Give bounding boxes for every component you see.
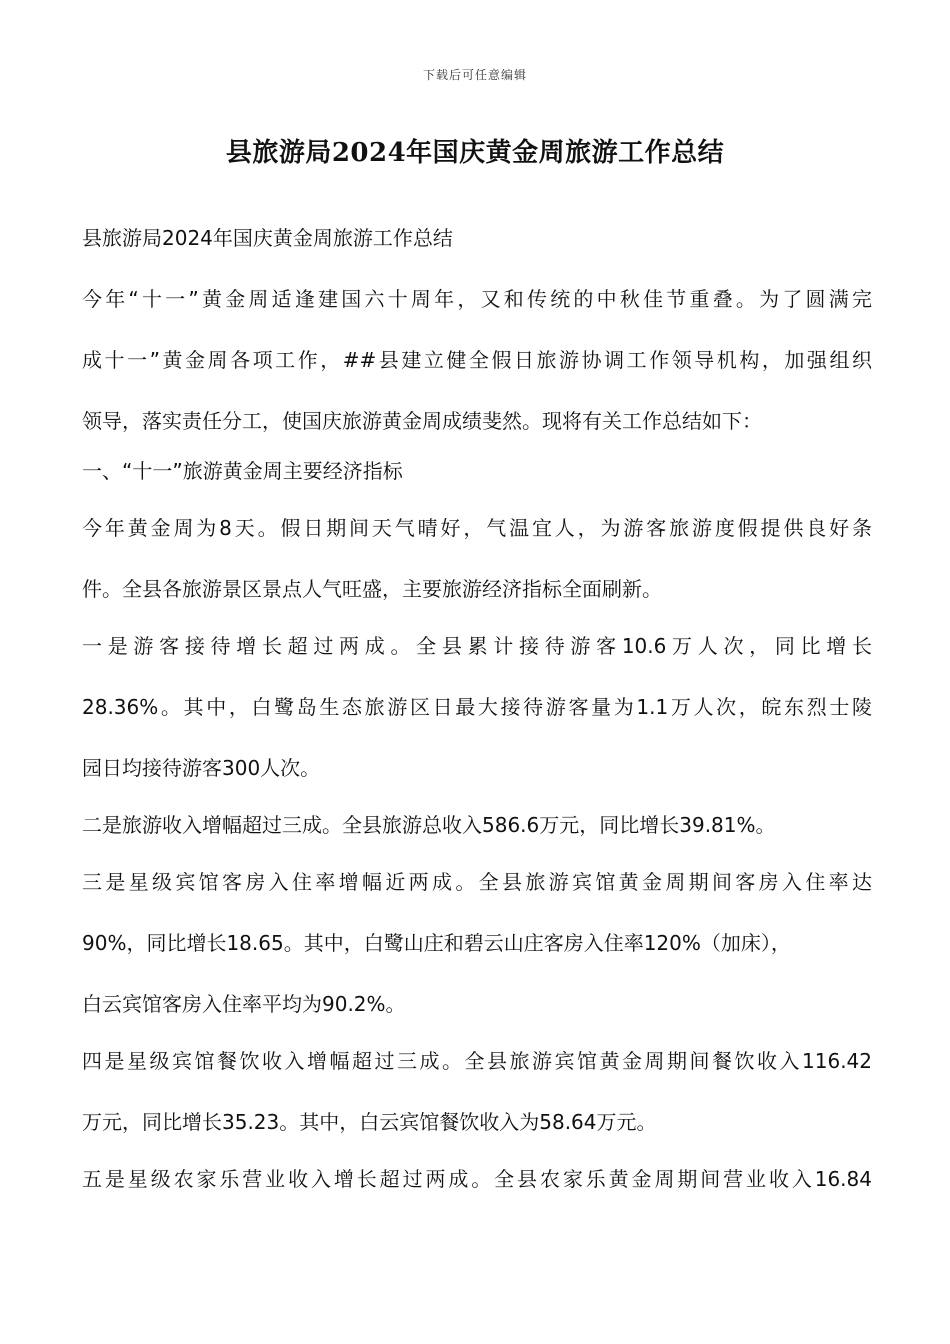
section-heading: 一、“十一”旅游黄金周主要经济指标 [82,459,403,483]
body-line: 90%，同比增长18.65。其中，白鹭山庄和碧云山庄客房入住率120%（加床）， [82,931,791,955]
body-line: 28.36%。其中，白鹭岛生态旅游区日最大接待游客量为1.1万人次，皖东烈士陵 [82,695,872,719]
body-line: 今年黄金周为8天。假日期间天气晴好，气温宜人，为游客旅游度假提供良好条 [82,516,872,540]
body-line: 今年“十一”黄金周适逢建国六十周年，又和传统的中秋佳节重叠。为了圆满完 [82,287,872,311]
page-header-note: 下载后可任意编辑 [422,68,527,82]
body-line: 领导，落实责任分工，使国庆旅游黄金周成绩斐然。现将有关工作总结如下： [82,409,762,433]
body-line: 县旅游局2024年国庆黄金周旅游工作总结 [82,226,453,250]
body-line: 五是星级农家乐营业收入增长超过两成。全县农家乐黄金周期间营业收入16.84 [82,1167,872,1191]
body-line: 三是星级宾馆客房入住率增幅近两成。全县旅游宾馆黄金周期间客房入住率达 [82,870,872,894]
body-line: 二是旅游收入增幅超过三成。全县旅游总收入586.6万元，同比增长39.81%。 [82,813,776,837]
body-line: 件。全县各旅游景区景点人气旺盛，主要旅游经济指标全面刷新。 [82,577,662,601]
body-line: 一是游客接待增长超过两成。全县累计接待游客10.6万人次，同比增长 [82,634,872,658]
body-line: 成十一”黄金周各项工作，##县建立健全假日旅游协调工作领导机构，加强组织 [82,348,872,372]
body-line: 四是星级宾馆餐饮收入增幅超过三成。全县旅游宾馆黄金周期间餐饮收入116.42 [82,1049,872,1073]
body-line: 万元，同比增长35.23。其中，白云宾馆餐饮收入为58.64万元。 [82,1110,657,1134]
body-line: 园日均接待游客300人次。 [82,756,321,780]
document-title: 县旅游局2024年国庆黄金周旅游工作总结 [225,138,725,168]
document-body [82,224,872,1194]
body-line: 白云宾馆客房入住率平均为90.2%。 [82,992,406,1016]
